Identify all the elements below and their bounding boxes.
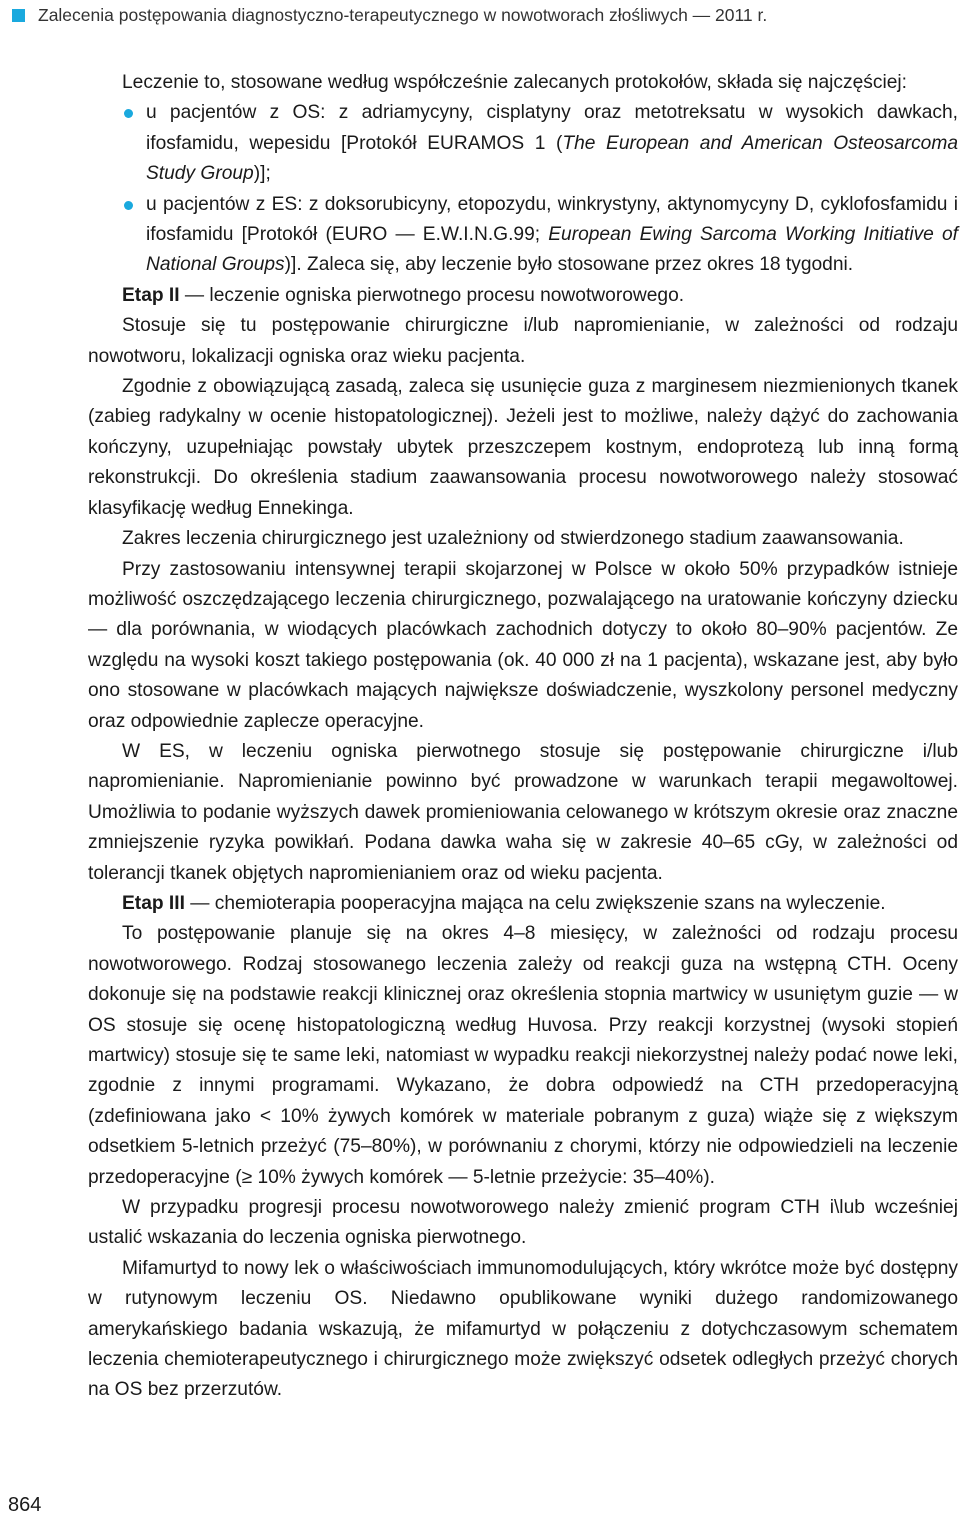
- intro-paragraph: Leczenie to, stosowane według współcześnie zalecanych protokołów, składa się najczęściej:: [122, 72, 907, 93]
- bullet-icon: [124, 109, 133, 118]
- stage-label: Etap II: [122, 284, 180, 306]
- body-paragraph: W przypadku progresji procesu nowotworowego należy zmienić program CTH i\lub wcześniej ustalić wskazania do leczenia ogniska pierwotnego.: [88, 1197, 958, 1249]
- bullet-italic-text: European Ewing Sarcoma Working Initiative of National Groups: [146, 224, 959, 276]
- body-paragraph: Zakres leczenia chirurgicznego jest uzależniony od stwierdzonego stadium zaawansowania.: [122, 528, 904, 550]
- bullet-text: )]. Zaleca się, aby leczenie było stosowane przez okres 18 tygodni.: [284, 254, 854, 276]
- body-paragraph: Stosuje się tu postępowanie chirurgiczne i/lub napromienianie, w zależności od rodzaju nowotworu, lokalizacji ogniska oraz wieku pacjenta.: [88, 315, 958, 367]
- document-body: [88, 68, 958, 1406]
- stage-label: Etap III: [122, 892, 185, 914]
- bullet-text: )];: [253, 163, 271, 185]
- body-paragraph: Zgodnie z obowiązującą zasadą, zaleca się usunięcie guza z marginesem niezmienionych tkanek (zabieg radykalny w ocenie histopatologicznej). Jeżeli jest to możliwe, należy dążyć do zachowania kończyny, uzupełniając powstały ubytek przeszczepem kostnym, endoprotezą lub inną formą rekonstrukcji. Do określenia stadium zaawansowania procesu nowotworowego należy stosować klasyfikację według Ennekinga.: [88, 376, 958, 519]
- stage-description: — leczenie ogniska pierwotnego procesu nowotworowego.: [179, 284, 685, 306]
- body-paragraph: W ES, w leczeniu ogniska pierwotnego stosuje się postępowanie chirurgiczne i/lub napromienianie. Napromienianie powinno być prowadzone w warunkach terapii megawoltowej. Umożliwia to podanie wyższych dawek promieniowania celowanego w krótszym okresie oraz znaczne zmniejszenie ryzyka powikłań. Podana dawka waha się w zakresie 40–65 cGy, w zależności od tolerancji tkanek objętych napromienianiem oraz od wieku pacjenta.: [88, 740, 958, 884]
- body-paragraph: Przy zastosowaniu intensywnej terapii skojarzonej w Polsce w około 50% przypadków istnieje możliwość oszczędzającego leczenia chirurgicznego, pozwalającego na uratowanie kończyny dziecku — dla porównania, w wiodących placówkach zachodnich dotyczy to około 80–90% pacjentów. Ze względu na wysoki koszt takiego postępowania (ok. 40 000 zł na 1 pacjenta), wskazane jest, aby było ono stosowane w placówkach mających największe doświadczenie, wyszkolony personel medyczny oraz odpowiednie zaplecze operacyjne.: [88, 558, 958, 732]
- bullet-text: u pacjentów z OS: z adriamycyny, cisplatyny oraz metotreksatu w wysokich dawkach, ifosfamidu, wepesidu [Protokół EURAMOS 1 (: [146, 102, 958, 154]
- body-paragraph: Mifamurtyd to nowy lek o właściwościach immunomodulujących, który wkrótce może być dostępny w rutynowym leczeniu OS. Niedawno opublikowane wyniki dużego randomizowanego amerykańskiego badania wskazują, że mifamurtyd w połączeniu z dotychczasowym schematem leczenia chemioterapeutycznego i chirurgicznego może zwiększyć odsetek odległych przeżyć chorych na OS bez przerzutów.: [88, 1257, 958, 1401]
- stage-heading: [88, 889, 958, 919]
- bullet-list: [88, 98, 958, 280]
- stage-heading: [88, 281, 958, 311]
- stage-description: — chemioterapia pooperacyjna mająca na celu zwiększenie szans na wyleczenie.: [184, 892, 886, 914]
- header-square-icon: [12, 9, 25, 22]
- page-number: 864: [8, 1494, 42, 1516]
- bullet-text: u pacjentów z ES: z doksorubicyny, etopozydu, winkrystyny, aktynomycyny D, cyklofosfamidu i ifosfamidu [Protokół (EURO — E.W.I.N.G.99;: [146, 193, 958, 246]
- bullet-icon: [124, 201, 133, 210]
- header-title: Zalecenia postępowania diagnostyczno-terapeutycznego w nowotworach złośliwych — 2011 r.: [38, 4, 768, 25]
- bullet-italic-text: The European and American Osteosarcoma Study Group: [146, 132, 958, 185]
- list-item: [146, 98, 958, 189]
- body-paragraph: To postępowanie planuje się na okres 4–8 miesięcy, w zależności od rodzaju procesu nowotworowego. Rodzaj stosowanego leczenia zależy od reakcji guza na wstępną CTH. Oceny dokonuje się na podstawie reakcji klinicznej oraz określenia stopnia martwicy w usuniętym guzie — w OS stosuje się ocenę histopatologiczną według Huvosa. Przy reakcji korzystnej (wysoki stopień martwicy) stosuje się te same leki, natomiast w wypadku reakcji niekorzystnej należy podać nowe leki, zgodnie z innymi programami. Wykazano, że dobra odpowiedź na CTH przedoperacyjną (zdefiniowana jako < 10% żywych komórek w materiale pobranym z guza) wiąże się z większym odsetkiem 5-letnich przeżyć (75–80%), w porównaniu z chorymi, którzy nie odpowiedzieli na leczenie przedoperacyjne (≥ 10% żywych komórek — 5-letnie przeżycie: 35–40%).: [88, 923, 958, 1188]
- list-item: [146, 190, 958, 281]
- running-header: [12, 3, 767, 27]
